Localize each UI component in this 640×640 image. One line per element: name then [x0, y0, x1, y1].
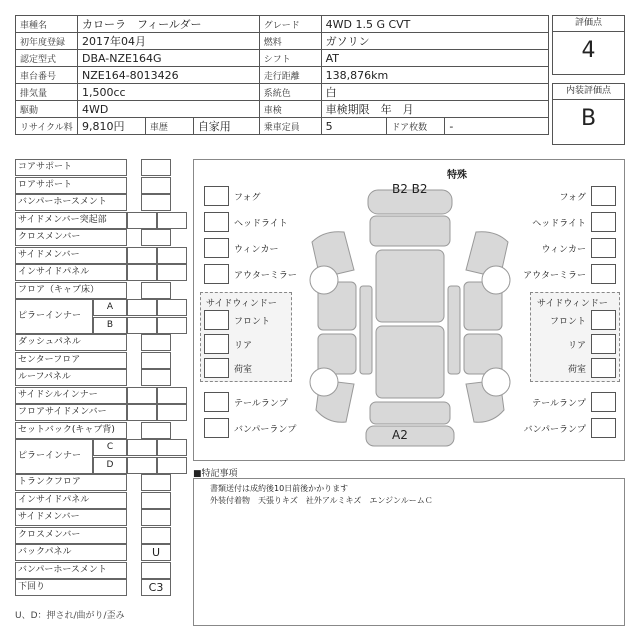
outer-mirror-right-checkbox[interactable]: [591, 264, 616, 284]
inspection-row: [15, 474, 190, 491]
spec-label: 車検: [259, 101, 321, 118]
inspection-left-cell[interactable]: [127, 457, 157, 474]
notes-box: [193, 478, 625, 626]
inspection-row: [15, 229, 190, 246]
spec-label: 初年度登録: [16, 33, 78, 50]
winker-left-label: ウィンカー: [234, 245, 279, 255]
inspection-value-cell[interactable]: [141, 562, 171, 579]
spec-label: 系統色: [259, 84, 321, 101]
inspection-right-cell[interactable]: [157, 299, 187, 316]
inspection-item-label: 下回り: [15, 579, 127, 596]
inspection-right-cell[interactable]: [157, 212, 187, 229]
inspection-left-cell[interactable]: [127, 387, 157, 404]
interior-grade-value: B: [580, 106, 597, 131]
inspection-row: [15, 352, 190, 369]
overall-grade-box: [552, 15, 625, 75]
inspection-right-cell[interactable]: [157, 439, 187, 456]
spec-label: 燃料: [259, 33, 321, 50]
bumper-lamp-right-label: バンパーランプ: [523, 425, 586, 435]
spec-label: 車台番号: [16, 67, 78, 84]
inspection-item-label: センターフロア: [15, 352, 127, 369]
inspection-left-cell[interactable]: [127, 212, 157, 229]
inspection-row: [15, 369, 190, 386]
spec-value: DBA-NZE164G: [77, 50, 259, 67]
bumper-lamp-right-checkbox[interactable]: [591, 418, 616, 438]
legend-footnote: U、D：押され/曲がり/歪み: [15, 611, 125, 621]
inspection-item-label: クロスメンバー: [15, 229, 127, 246]
inspection-row: [15, 544, 190, 561]
spec-row: [16, 101, 549, 118]
side-rear-right-label: リア: [567, 341, 586, 351]
inspection-item-label: バンパーホースメント: [15, 194, 127, 211]
car-diagram: [193, 159, 625, 461]
side-window-right-title: サイドウィンドー: [537, 299, 608, 309]
spec-label: 車種名: [16, 16, 78, 33]
inspection-item-label: セットバック(キャブ背): [15, 422, 127, 439]
inspection-row: [15, 387, 190, 404]
inspection-value-cell[interactable]: [141, 352, 171, 369]
inspection-sub-label: D: [93, 457, 127, 474]
inspection-row: [15, 299, 190, 321]
headlight-right-label: ヘッドライト: [532, 219, 586, 229]
inspection-value-cell[interactable]: [141, 369, 171, 386]
interior-grade-box: [552, 83, 625, 145]
inspection-item-label: クロスメンバー: [15, 527, 127, 544]
inspection-row: [15, 159, 190, 176]
spec-value: 車検期限 年 月: [321, 101, 548, 118]
inspection-value-cell[interactable]: [141, 509, 171, 526]
inspection-row: [15, 247, 190, 264]
side-front-right-label: フロント: [549, 317, 586, 327]
winker-left-checkbox[interactable]: [204, 238, 229, 258]
inspection-right-cell[interactable]: [157, 247, 187, 264]
winker-right-checkbox[interactable]: [591, 238, 616, 258]
bumper-lamp-left-checkbox[interactable]: [204, 418, 229, 438]
side-rear-right-checkbox[interactable]: [591, 334, 616, 354]
spec-value: 9,810円: [77, 118, 145, 135]
spec-label: リサイクル料: [16, 118, 78, 135]
spec-label: 認定型式: [16, 50, 78, 67]
interior-grade-title: 内装評価点: [553, 84, 624, 100]
inspection-value-cell[interactable]: [141, 159, 171, 176]
inspection-value-cell[interactable]: [141, 422, 171, 439]
tail-lamp-left-checkbox[interactable]: [204, 392, 229, 412]
inspection-item-label: サイドメンバー: [15, 509, 127, 526]
side-rear-left-label: リア: [234, 341, 253, 351]
headlight-left-checkbox[interactable]: [204, 212, 229, 232]
inspection-row: [15, 317, 190, 334]
inspection-row: [15, 334, 190, 351]
rear-damage-mark: A2: [392, 428, 408, 442]
inspection-item-label: サイドメンバー突起部: [15, 212, 127, 229]
spec-label: グレード: [259, 16, 321, 33]
notes-title: ■特記事項: [193, 469, 238, 479]
bumper-lamp-left-label: バンパーランプ: [234, 425, 297, 435]
outer-mirror-left-label: アウターミラー: [234, 271, 297, 281]
fog-right-label: フォグ: [559, 193, 586, 203]
inspection-item-label: ルーフパネル: [15, 369, 127, 386]
inspection-row: [15, 404, 190, 421]
spec-value: ガソリン: [321, 33, 548, 50]
side-front-right-checkbox[interactable]: [591, 310, 616, 330]
spec-label: シフト: [259, 50, 321, 67]
inspection-item-label: サイドメンバー: [15, 247, 127, 264]
spec-value: 1,500cc: [77, 84, 259, 101]
spec-value: 138,876km: [321, 67, 548, 84]
overall-grade-title: 評価点: [553, 16, 624, 32]
tail-lamp-left-label: テールランプ: [234, 399, 288, 409]
inspection-row: [15, 422, 190, 439]
inspection-item-label: インサイドパネル: [15, 492, 127, 509]
spec-value: 4WD: [77, 101, 259, 118]
inspection-item-label: ロアサポート: [15, 177, 127, 194]
inspection-row: [15, 527, 190, 544]
spec-value: 2017年04月: [77, 33, 259, 50]
outer-mirror-left-checkbox[interactable]: [204, 264, 229, 284]
inspection-value-cell[interactable]: U: [141, 544, 171, 561]
side-cargo-left-label: 荷室: [234, 365, 253, 375]
inspection-row: [15, 194, 190, 211]
spec-label: 排気量: [16, 84, 78, 101]
spec-table: [15, 15, 549, 135]
inspection-row: [15, 509, 190, 526]
tail-lamp-right-label: テールランプ: [532, 399, 586, 409]
side-front-left-label: フロント: [234, 317, 271, 327]
spec-value: 自家用: [193, 118, 259, 135]
spec-label: 車歴: [145, 118, 193, 135]
outer-mirror-right-label: アウターミラー: [523, 271, 586, 281]
fog-left-checkbox[interactable]: [204, 186, 229, 206]
fog-right-checkbox[interactable]: [591, 186, 616, 206]
headlight-right-checkbox[interactable]: [591, 212, 616, 232]
inspection-value-cell[interactable]: C3: [141, 579, 171, 596]
inspection-value-cell[interactable]: [141, 492, 171, 509]
inspection-row: [15, 457, 190, 474]
inspection-item-label: フロアサイドメンバー: [15, 404, 127, 421]
inspection-row: [15, 282, 190, 299]
inspection-item-label: サイドシルインナー: [15, 387, 127, 404]
inspection-left-cell[interactable]: [127, 439, 157, 456]
spec-value: 4WD 1.5 G CVT: [321, 16, 548, 33]
spec-row: [16, 67, 549, 84]
overall-grade-value: 4: [581, 38, 596, 63]
spec-label: 走行距離: [259, 67, 321, 84]
inspection-value-cell[interactable]: [141, 282, 171, 299]
inspection-item-label: ピラーインナー: [15, 299, 93, 334]
fog-left-label: フォグ: [234, 193, 261, 203]
inspection-right-cell[interactable]: [157, 404, 187, 421]
spec-value: NZE164-8013426: [77, 67, 259, 84]
inspection-sub-label: C: [93, 439, 127, 456]
inspection-right-cell[interactable]: [157, 264, 187, 281]
inspection-value-cell[interactable]: [141, 474, 171, 491]
side-front-left-checkbox[interactable]: [204, 310, 229, 330]
spec-label: ドア枚数: [387, 118, 445, 135]
tail-lamp-right-checkbox[interactable]: [591, 392, 616, 412]
headlight-left-label: ヘッドライト: [234, 219, 288, 229]
spec-row: [16, 84, 549, 101]
inspection-value-cell[interactable]: [141, 194, 171, 211]
side-rear-left-checkbox[interactable]: [204, 334, 229, 354]
inspection-left-cell[interactable]: [127, 247, 157, 264]
inspection-right-cell[interactable]: [157, 387, 187, 404]
spec-row: [16, 16, 549, 33]
inspection-value-cell[interactable]: [141, 229, 171, 246]
notes-line: 書類送付は成約後10日前後かかります: [210, 484, 349, 493]
inspection-sub-label: B: [93, 317, 127, 334]
inspection-value-cell[interactable]: [141, 177, 171, 194]
inspection-item-label: バンパーホースメント: [15, 562, 127, 579]
inspection-row: [15, 579, 190, 596]
side-cargo-right-label: 荷室: [567, 365, 586, 375]
inspection-value-cell[interactable]: [141, 527, 171, 544]
spec-value: AT: [321, 50, 548, 67]
notes-line: 外装付着物 天張りキズ 社外アルミキズ エンジンルームＣ: [210, 496, 433, 505]
spec-label: 駆動: [16, 101, 78, 118]
inspection-left-cell[interactable]: [127, 264, 157, 281]
inspection-row: [15, 439, 190, 461]
side-cargo-left-checkbox[interactable]: [204, 358, 229, 378]
side-cargo-right-checkbox[interactable]: [591, 358, 616, 378]
inspection-right-cell[interactable]: [157, 457, 187, 474]
inspection-item-label: コアサポート: [15, 159, 127, 176]
inspection-item-label: フロア（キャブ床）: [15, 282, 127, 299]
inspection-item-label: インサイドパネル: [15, 264, 127, 281]
inspection-row: [15, 492, 190, 509]
special-label: 特殊: [447, 170, 467, 181]
spec-row: [16, 50, 549, 67]
inspection-row: [15, 562, 190, 579]
inspection-sub-label: A: [93, 299, 127, 316]
inspection-right-cell[interactable]: [157, 317, 187, 334]
inspection-row: [15, 264, 190, 281]
spec-label: 乗車定員: [259, 118, 321, 135]
inspection-left-cell[interactable]: [127, 317, 157, 334]
spec-value: -: [445, 118, 549, 135]
inspection-left-cell[interactable]: [127, 299, 157, 316]
inspection-item-label: トランクフロア: [15, 474, 127, 491]
spec-row: [16, 33, 549, 50]
side-window-left-title: サイドウィンドー: [206, 299, 277, 309]
winker-right-label: ウィンカー: [541, 245, 586, 255]
front-damage-marks: B2 B2: [392, 182, 428, 196]
inspection-value-cell[interactable]: [141, 334, 171, 351]
inspection-left-cell[interactable]: [127, 404, 157, 421]
inspection-row: [15, 212, 190, 229]
inspection-item-label: バックパネル: [15, 544, 127, 561]
spec-value: 白: [321, 84, 548, 101]
spec-value: 5: [321, 118, 387, 135]
inspection-item-label: ダッシュパネル: [15, 334, 127, 351]
inspection-row: [15, 177, 190, 194]
spec-row: [16, 118, 549, 135]
inspection-item-label: ピラーインナー: [15, 439, 93, 474]
spec-value: カローラ フィールダー: [77, 16, 259, 33]
